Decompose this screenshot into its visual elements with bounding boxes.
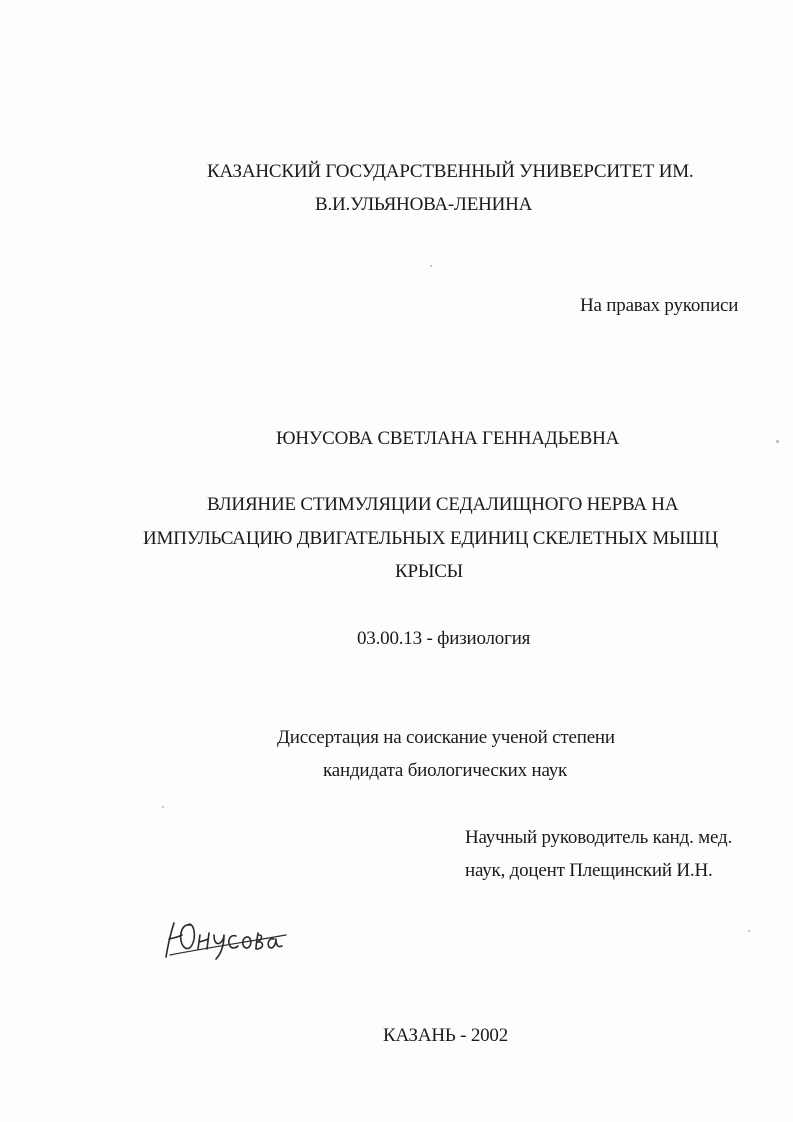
supervisor-line-2: наук, доцент Плещинский И.Н.: [465, 860, 713, 881]
degree-line-1: Диссертация на соискание ученой степени: [277, 727, 615, 748]
scan-speck: [776, 440, 779, 443]
scan-speck: [430, 265, 432, 267]
scan-speck: [162, 806, 164, 808]
author-name: ЮНУСОВА СВЕТЛАНА ГЕННАДЬЕВНА: [276, 428, 620, 449]
scan-speck: [748, 930, 750, 932]
institution-line-1: КАЗАНСКИЙ ГОСУДАРСТВЕННЫЙ УНИВЕРСИТЕТ ИМ.: [207, 161, 694, 182]
supervisor-line-1: Научный руководитель канд. мед.: [465, 827, 733, 848]
handwritten-signature: [160, 905, 290, 965]
manuscript-note: На правах рукописи: [580, 295, 739, 316]
specialty-code: 03.00.13 - физиология: [357, 628, 531, 649]
degree-line-2: кандидата биологических наук: [323, 760, 568, 781]
city-year: КАЗАНЬ - 2002: [383, 1025, 509, 1046]
dissertation-title-line-3: КРЫСЫ: [395, 561, 464, 582]
dissertation-title-line-1: ВЛИЯНИЕ СТИМУЛЯЦИИ СЕДАЛИЩНОГО НЕРВА НА: [207, 494, 679, 515]
institution-line-2: В.И.УЛЬЯНОВА-ЛЕНИНА: [315, 194, 533, 215]
dissertation-title-line-2: ИМПУЛЬСАЦИЮ ДВИГАТЕЛЬНЫХ ЕДИНИЦ СКЕЛЕТНЫХ МЫШЦ: [143, 528, 718, 549]
